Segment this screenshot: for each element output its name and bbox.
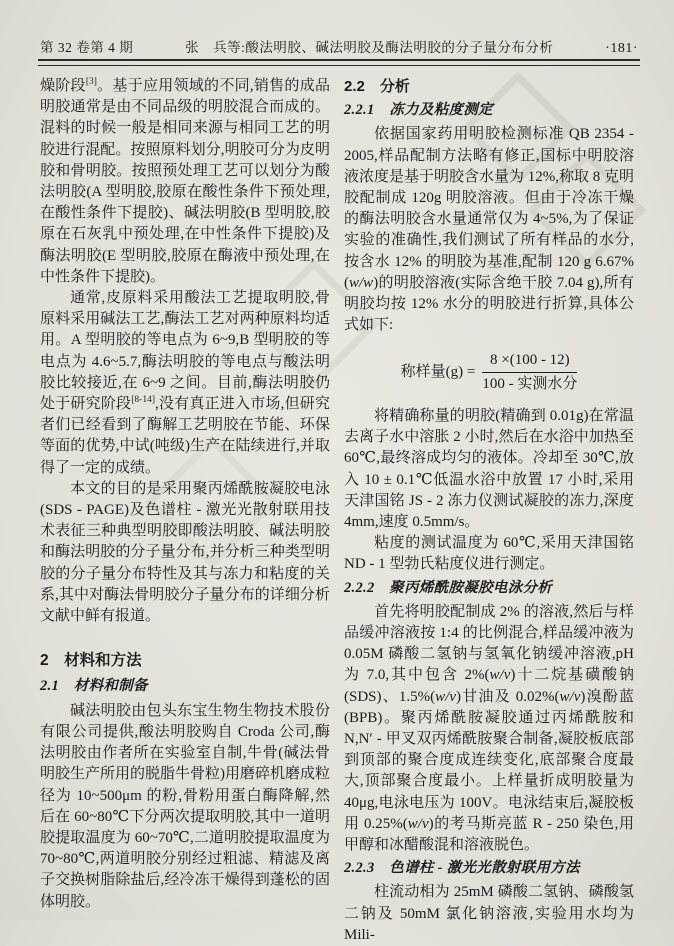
text-run: 燥阶段 <box>40 78 86 94</box>
section-heading: 2 材料和方法 <box>40 652 142 670</box>
text-run: )溴酚蓝(BPB)。聚丙烯酰胺凝胶通过丙烯酰胺和 N,N′ - 甲叉双丙烯酰胺聚合制备,凝胶板底部到顶部的聚合度成连续变化,底部聚合度最大,顶部聚合度最小。上样量折成明胶量为 40μg,电泳电压为 100V。电泳结束后,凝胶板用 0.25%( <box>344 688 635 832</box>
subsection-heading: 2.2 分析 <box>344 78 410 95</box>
text-run: 首先将明胶配制成 2% 的溶液,然后与样品缓冲溶液按 1:4 的比例混合,样品缓冲液为 0.05M 磷酸二氢钠与氢氧化钠缓冲溶液,pH 为 7.0,其中包含 2%( <box>344 603 634 684</box>
text-run: )甘油及 0.02%( <box>456 688 560 705</box>
fraction <box>482 351 577 394</box>
paragraph <box>344 124 634 336</box>
citation-ref: [3] <box>85 77 97 87</box>
italic-term: w/v <box>489 667 511 684</box>
text-run: 。基于应用领域的不同,销售的成品明胶通常是由不同品级的明胶混合而成的。混料的时候一般是相同来源与相同工艺的明胶进行混配。按照原料划分,明胶可分为皮明胶和骨明胶。按照预处理工艺可以划分为酸法明胶(A 型明胶,胶原在酸性条件下预处理,在酸性条件下提胶)、碱法明胶(B 型明胶,胶原在石灰乳中预处理,在中性条件下提胶)及酶法明胶(E 型明胶,胶原在酶液中预处理,在中性条件下提胶)。 <box>40 78 330 285</box>
text-run: 依据国家药用明胶检测标准 QB 2354 - 2005,样品配制方法略有修正,国标中明胶溶液浓度是基于明胶含水量为 12%,称取 8 克明胶配制成 120g 明胶溶液。但由于冷冻干燥的酶法明胶含水量通常仅为 4~5%,为了保证实验的准确性,我们测试了所有样品的水分,按含水 12% 的明胶为基准,配制 120 g 6.67%( <box>344 126 634 291</box>
running-title: 张 兵等:酸法明胶、碱法明胶及酶法明胶的分子量分布分析 <box>185 40 554 55</box>
paragraph <box>40 76 330 288</box>
text-run: 粘度的测试温度为 60℃,采用天津国铭 ND - 1 型勃氏粘度仪进行测定。 <box>344 535 634 573</box>
paragraph <box>40 701 330 913</box>
text-run: ,没有真正进入市场,但研究者们已经看到了酶解工艺明胶在节能、环保等面的优势,中试(吨级)生产在陆续进行,并取得了一定的成绩。 <box>40 396 330 476</box>
equation-lhs: 称样量(g) = <box>400 364 476 381</box>
equation <box>344 351 634 394</box>
fraction-denominator: 100 - 实测水分 <box>482 376 578 393</box>
subsection-heading: 2.2.1 冻力及粘度测定 <box>344 102 493 119</box>
left-column <box>40 76 330 946</box>
subsection-heading: 2.2.3 色谱柱 - 激光光散射联用方法 <box>344 860 580 877</box>
text-run: )的考马斯亮蓝 R - 250 染色,用甲醇和冰醋酸混和溶液脱色。 <box>344 815 634 853</box>
paragraph <box>344 406 634 533</box>
text-run: 本文的目的是采用聚丙烯酰胺凝胶电泳(SDS - PAGE)及色谱柱 - 激光光散射联用技术表征三种典型明胶即酸法明胶、碱法明胶和酶法明胶的分子量分布,并分析三种类型明胶的分子量分布特性及其与冻力和粘度的关系,其中对酶法骨明胶分子量分布的详细分析文献中鲜有报道。 <box>40 480 330 625</box>
paragraph <box>40 479 330 627</box>
italic-term: w/v <box>559 688 581 705</box>
text-run: 通常,皮原料采用酸法工艺提取明胶,骨原料采用碱法工艺,酶法工艺对两种原料均适用。A 型明胶的等电点为 6~9,B 型明胶的等电点为 4.6~5.7,酶法明胶的等电点与酸法明胶比较接近,在 6~9 之间。目前,酶法明胶仍处于研究阶段 <box>40 290 330 413</box>
paragraph <box>40 288 330 479</box>
text-run: )十二烷基磺酸钠(SDS)、1.5%( <box>344 667 634 705</box>
subsection-heading: 2.2.2 聚丙烯酰胺凝胶电泳分析 <box>344 579 553 596</box>
page-header <box>40 36 638 57</box>
text-run: 碱法明胶由包头东宝生物生物技术股份有限公司提供,酸法明胶购自 Croda 公司,酶法明胶由作者所在实验室自制,牛骨(碱法骨明胶生产所用的脱脂牛骨粒)用磨碎机磨成粒径为 10~500μm 的粉,骨粉用蛋白酶降解,然后在 60~80℃下分两次提取明胶,其中一道明胶提取温度为 60~70℃,二道明胶提取温度为 70~80℃,两道明胶分别经过粗滤、精滤及离子交换树脂除盐后,经冷冻干燥得到蓬松的固体明胶。 <box>40 702 330 910</box>
text-run: 将精确称量的明胶(精确到 0.01g)在常温去离子水中溶胀 2 小时,然后在水浴中加热至 60℃,最终溶成均匀的液体。冷却至 30℃,放入 10 ± 0.1℃低温水浴中放置 17 小时,采用天津国铭 JS - 2 冻力仪测试凝胶的冻力,深度 4mm,速度 0.5mm/s。 <box>344 407 634 530</box>
paragraph <box>344 533 634 575</box>
volume-issue: 第 32 卷第 4 期 <box>40 40 134 55</box>
right-column <box>344 76 634 946</box>
header-divider <box>38 59 640 66</box>
fraction-numerator: 8 ×(100 - 12) <box>482 351 577 373</box>
text-run: )的明胶溶液(实际含绝干胶 7.04 g),所有明胶均按 12% 水分的明胶进行折算,具体公式如下: <box>344 274 634 334</box>
paragraph <box>344 602 634 856</box>
subsection-heading: 2.1 材料和制备 <box>40 678 148 695</box>
italic-term: w/v <box>407 815 429 832</box>
italic-term: w/w <box>349 274 374 291</box>
page-number: ·181· <box>605 41 638 56</box>
citation-ref: [8-14] <box>131 395 155 406</box>
paragraph <box>344 882 634 946</box>
two-column-body <box>40 76 634 946</box>
italic-term: w/v <box>435 688 457 705</box>
text-run: 柱流动相为 25mM 磷酸二氢钠、磷酸氢二钠及 50mM 氯化钠溶液,实验用水均为 Mili- <box>344 884 634 943</box>
